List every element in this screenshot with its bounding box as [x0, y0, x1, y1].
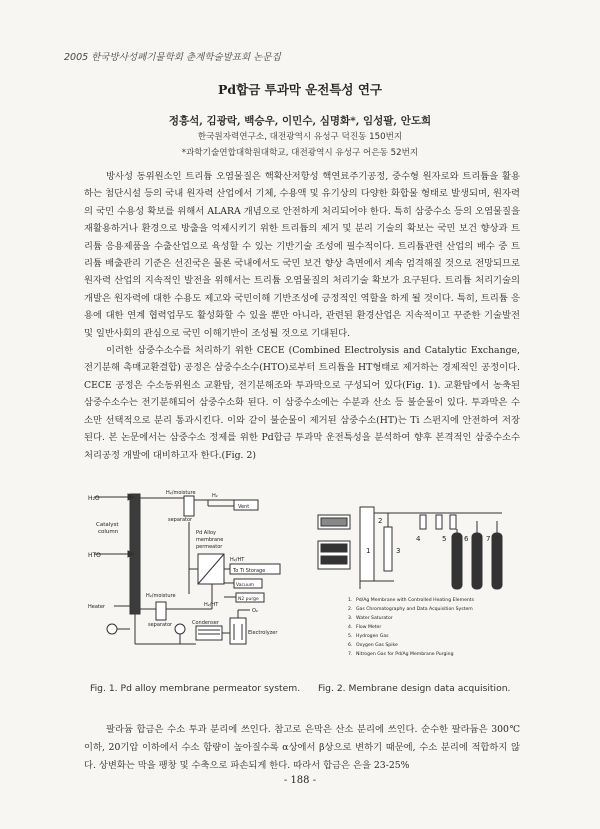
figure-2-caption: Fig. 2. Membrane design data acquisition. [318, 683, 511, 694]
fig2-legend-1: Pd/Ag Membrane with Controlled Heating Elements [356, 598, 474, 603]
fig1-label-heater: Heater [88, 604, 105, 610]
fig2-legend-6: Oxygen Gas Spike [356, 643, 398, 648]
figure-1-permeator-diagram [84, 484, 298, 664]
fig1-label-sep-top-2: separator [168, 517, 193, 523]
fig2-legend-num-3: 3. [348, 616, 353, 621]
fig1-label-vacuum: Vacuum [236, 583, 255, 588]
fig1-label-pd-2: membrane [196, 537, 224, 543]
fig1-label-sep-bot-2: separator [148, 622, 173, 628]
page-number: - 188 - [283, 775, 317, 786]
fig1-label-hto: HTO [88, 552, 101, 559]
fig1-label-h2o: H₂O [88, 495, 100, 502]
fig1-label-column: column [98, 529, 119, 535]
fig1-label-h2ht-top: H₂/HT [230, 557, 245, 563]
fig2-legend-num-1: 1. [348, 598, 353, 603]
bottom-text [84, 721, 520, 775]
fig1-label-n2-purge: N2 purge [238, 597, 259, 602]
fig1-label-h2ht-bot: H₂/HT [204, 602, 219, 608]
affiliation-1: 한국원자력연구소, 대전광역시 유성구 덕진동 150번지 [197, 132, 403, 142]
paragraph-intro: 방사성 동위원소인 트리튬 오염물질은 핵확산저항성 핵연료주기공정, 중수형 원자로와 트리튬을 활용하는 첨단시설 등의 국내 원자력 산업에서 기체, 수용액 및 유기상의 다양한 화합물 형태로 발생되며, 원자력의 국민 수용성 확보를 위해서 ALARA 개념으로 안전하게 처리되어야 한다. 특히 삼중수소 등의 오염물질을 재활용하거나 환경으로 방출을 억제시키기 위한 트리튬의 제거 및 분리 기술의 확보는 국민 보건 향상과 트리튬 응용제품을 수출산업으로 육성할 수 있는 기반기술 조성에 필수적이다. 트리튬관련 산업의 배수 중 트리튬 배출관리 기준은 선진국은 물론 국내에서도 국민 보건 향상 측면에서 계속 엄격해질 것으로 전망되므로 원자력 산업의 지속적인 발전을 위해서는 트리튬 오염물질의 처리기술 확보가 요구된다. 트리튬 처리기술의 개발은 원자력에 대한 수용도 제고와 국민이해 기반조성에 긍정적인 역할을 하게 될 것이다. 특히, 트리튬 응용에 대한 연계 협력업무도 활성화할 수 있을 뿐만 아니라, 관련된 환경산업은 지속적이고 꾸준한 기술발전 및 일반사회의 관심으로 국민 이해기반이 조성될 것으로 기대된다. [84, 171, 520, 339]
fig2-number-2: 2 [378, 517, 383, 525]
proceedings-header: 2005 한국방사성폐기물학회 춘계학술발표회 논문집 [64, 52, 281, 63]
fig1-label-catalyst: Catalyst [96, 522, 119, 528]
fig1-label-h2: H₂ [212, 493, 218, 499]
fig1-label-pd-1: Pd Alloy [196, 530, 216, 536]
fig2-legend-num-6: 6. [348, 643, 353, 648]
fig2-legend-num-4: 4. [348, 625, 353, 630]
fig1-label-pd-3: permeator [196, 544, 223, 550]
figure-1-caption: Fig. 1. Pd alloy membrane permeator system. [90, 683, 301, 694]
fig1-label-ti-storage: To Ti Storage [233, 568, 266, 574]
figure-2-data-acquisition [312, 493, 512, 663]
paragraph-palladium: 팔라듐 합금은 수소 투과 분리에 쓰인다. 참고로 은막은 산소 분리에 쓰인다. 순수한 팔라듐은 300℃ 이하, 20기압 이하에서 수소 함량이 높아질수록 α상에서 β상으로 변하기 때문에, 수소 분리에 적합하지 않다. 상변화는 막을 팽창 및 수축으로 파손되게 한다. 따라서 합금은 은을 23-25% [84, 724, 520, 771]
paragraph-cece: 이러한 삼중수소수를 처리하기 위한 CECE (Combined Electrolysis and Catalytic Exchange, 전기분해 촉매교환결합) 공정은 삼중수소수(HTO)로부터 트리튬을 HT형태로 제거하는 경제적인 공정이다. CECE 공정은 수소동위원소 교환탑, 전기분해조와 투과막으로 구성되어 있다(Fig. 1). 교환탑에서 농축된 삼중수소수는 전기분해되어 삼중수소화 된다. 이 삼중수소에는 수분과 산소 등 불순물이 있다. 투과막은 수소만 선택적으로 분리 통과시킨다. 이와 같이 불순물이 제거된 삼중수소(HT)는 Ti 스펀지에 안전하여 저장된다. 본 논문에서는 삼중수소 정제를 위한 Pd합금 투과막 운전특성을 분석하여 향후 본격적인 삼중수소수 처리공정 개발에 대비하고자 한다.(Fig. 2) [84, 345, 520, 461]
fig1-label-o2: O₂ [252, 608, 258, 614]
affiliation-2: *과학기술연합대학원대학교, 대전광역시 유성구 어은동 52번지 [181, 148, 419, 158]
fig2-number-6: 6 [464, 535, 469, 543]
fig2-legend-5: Hydrogen Gas [356, 634, 389, 639]
body-text [84, 168, 520, 464]
fig2-legend-num-5: 5. [348, 634, 353, 639]
fig2-number-7: 7 [486, 535, 491, 543]
fig2-legend-4: Flow Meter [356, 625, 382, 630]
fig2-number-3: 3 [396, 547, 401, 555]
fig1-label-electrolyzer: Electrolyzer [248, 630, 278, 636]
fig2-legend-num-7: 7. [348, 652, 353, 657]
fig1-label-sep-bot-1: H₂/moisture [146, 593, 176, 599]
fig1-label-sep-top-1: H₂/moisture [166, 490, 196, 496]
fig2-number-5: 5 [442, 535, 447, 543]
fig2-legend-7: Nitrogen Gas for Pd/Ag Membrane Purging [356, 652, 454, 657]
fig2-legend-3: Water Saturator [356, 616, 393, 621]
fig2-legend-2: Gas Chromatography and Data Acquisition System [356, 607, 473, 612]
paper-title: Pd합금 투과막 운전특성 연구 [217, 82, 383, 97]
fig2-legend-num-2: 2. [348, 607, 353, 612]
fig2-number-1: 1 [366, 547, 371, 555]
fig1-label-vent: Vent [238, 504, 250, 510]
fig1-label-condenser: Condenser [192, 620, 219, 626]
author-list: 정흥석, 김광락, 백승우, 이민수, 심명화*, 임성팔, 안도희 [168, 115, 432, 127]
fig2-number-4: 4 [416, 535, 421, 543]
